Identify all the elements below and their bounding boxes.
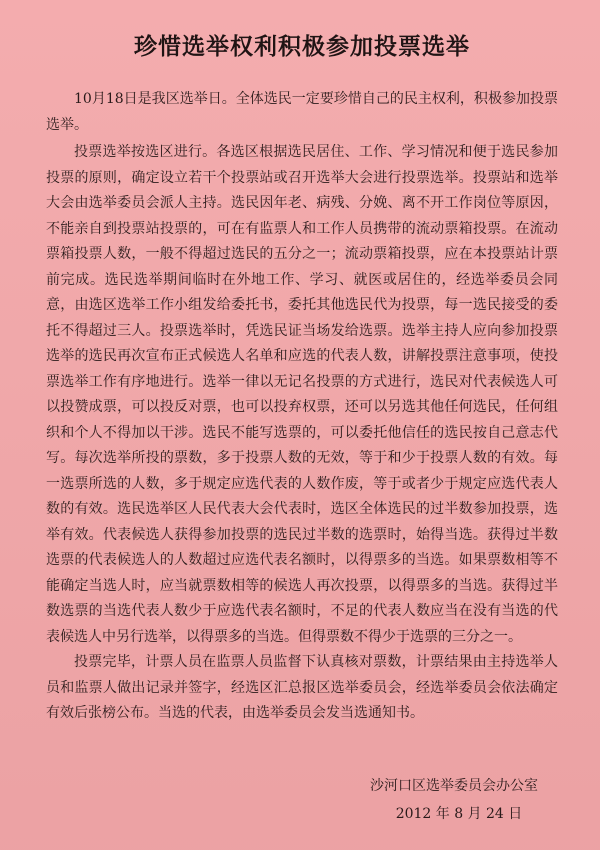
notice-signature	[370, 772, 538, 828]
notice-paragraph-3: 投票完毕，计票人员在监票人员监督下认真核对票数，计票结果由主持选举人员和监票人做出记录并签字，经选区汇总报区选举委员会，经选举委员会依法确定有效后张榜公布。当选的代表，由选举委员会发当选通知书。	[46, 654, 558, 721]
signature-date: 2012 年 8 月 24 日	[395, 806, 523, 822]
notice-title: 珍惜选举权利积极参加投票选举	[134, 34, 470, 60]
notice-paragraph-2: 投票选举按选区进行。各选区根据选民居住、工作、学习情况和便于选民参加投票的原则，确定设立若干个投票站或召开选举大会进行投票选举。投票站和选举大会由选举委员会派人主持。选民因年老、病残、分娩、离不开工作岗位等原因，不能亲自到投票站投票的，可在有监票人和工作人员携带的流动票箱投票。在流动票箱投票人数，一般不得超过选民的五分之一；流动票箱投票，应在本投票站计票前完成。选民选举期间临时在外地工作、学习、就医或居住的，经选举委员会同意，由选区选举工作小组发给委托书，委托其他选民代为投票，每一选民接受的委托不得超过三人。投票选举时，凭选民证当场发给选票。选举主持人应向参加投票选举的选民再次宣布正式候选人名单和应选的代表人数，讲解投票注意事项，使投票选举工作有序地进行。选举一律以无记名投票的方式进行，选民对代表候选人可以投赞成票，可以投反对票，也可以投弃权票，还可以另选其他任何选民，任何组织和个人不得加以干涉。选民不能写选票的，可以委托他信任的选民按自己意志代写。每次选举所投的票数，多于投票人数的无效，等于和少于投票人数的有效。每一选票所选的人数，多于规定应选代表的人数作废，等于或者少于规定应选代表人数的有效。选民选举区人民代表大会代表时，选区全体选民的过半数参加投票，选举有效。代表候选人获得参加投票的选民过半数的选票时，始得当选。获得过半数选票的代表候选人的人数超过应选代表名额时，以得票多的当选。如果票数相等不能确定当选人时，应当就票数相等的候选人再次投票，以得票多的当选。获得过半数选票的当选代表人数少于应选代表名额时，不足的代表人数应当在没有当选的代表候选人中另行选举，以得票多的当选。但得票数不得少于选票的三分之一。	[46, 144, 558, 645]
notice-paragraph-1: 10月18日是我区选举日。全体选民一定要珍惜自己的民主权利，积极参加投票选举。	[46, 91, 558, 133]
signature-organization: 沙河口区选举委员会办公室	[370, 778, 538, 794]
